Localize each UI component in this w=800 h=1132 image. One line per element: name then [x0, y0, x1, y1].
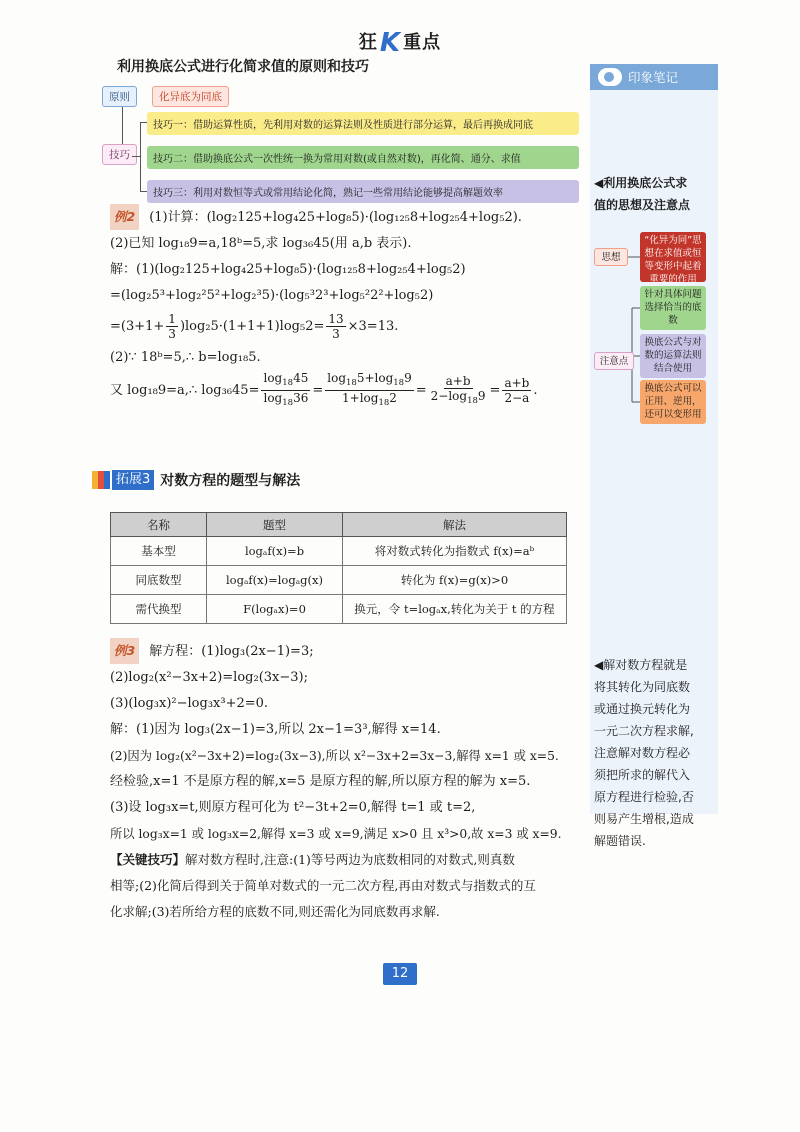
- example-3-line: (2)log₂(x²−3x+2)=log₂(3x−3);: [110, 670, 308, 685]
- mind-node-a: “化异为同”思想在求值或恒等变形中起着重要的作用: [640, 232, 706, 282]
- frac-thirteen-thirds: $\frac{13}{3}$: [328, 312, 344, 341]
- section-title: 利用换底公式进行化简求值的原则和技巧: [117, 59, 369, 75]
- sidebar-head-text: 印象笔记: [628, 70, 679, 85]
- tip-3: 技巧三：利用对数恒等式或常用结论化简，熟记一些常用结论能够提高解题效率: [147, 180, 579, 203]
- elephant-icon: [598, 68, 622, 86]
- table-row: [111, 537, 567, 566]
- table-row: [111, 566, 567, 595]
- mind-node-c: 换底公式与对数的运算法则结合使用: [640, 334, 706, 378]
- main-column: [92, 56, 592, 411]
- table-header: 题型: [207, 513, 343, 537]
- frac-ab-1: $\frac{a+b}{2-\log_{18}9}$: [430, 373, 486, 406]
- s5-part-b: =: [489, 383, 501, 398]
- frac-log-sum: $\frac{\log_{18}5+\log_{18}9}{1+\log_{18}2}$: [327, 371, 412, 408]
- sidebar-note: [590, 654, 718, 852]
- diagram-bracket: [140, 122, 147, 192]
- key-line: 相等;(2)化简后得到关于简单对数式的一元二次方程,再由对数式与指数式的互: [110, 878, 536, 893]
- table-cell: 转化为 f(x)=g(x)>0: [343, 566, 567, 595]
- example-3-line: (2)因为 log₂(x²−3x+2)=log₂(3x−3),所以 x²−3x+2=3x−3,解得 x=1 或 x=5.: [110, 749, 559, 763]
- book-icon: [92, 471, 110, 489]
- key-label: 【关键技巧】: [110, 852, 186, 867]
- example-3-line: (3)(log₃x)²−log₃x³+2=0.: [110, 696, 269, 711]
- example-3-line: [110, 638, 590, 665]
- header-suffix: 重点: [403, 32, 442, 53]
- principle-tag: 原则: [102, 86, 137, 107]
- sidebar-note-line: 一元二次方程求解,: [594, 724, 694, 738]
- diagram-connector: [132, 156, 140, 157]
- sidebar-note-line: 原方程进行检验,否: [594, 790, 694, 804]
- sidebar-header: [590, 64, 718, 90]
- tips-diagram: [102, 86, 592, 204]
- extension-heading: [92, 470, 300, 490]
- extension-label: 拓展3: [112, 470, 154, 490]
- page-header: [0, 28, 800, 58]
- table-cell: logₐf(x)=logₐg(x): [207, 566, 343, 595]
- tip-2: 技巧二：借助换底公式一次性统一换为常用对数(或自然对数)，再化简、通分、求值: [147, 146, 579, 169]
- example-2-s4: (2)∵ 18ᵇ=5,∴ b=log₁₈5.: [110, 350, 261, 365]
- frac-log-ratio: $\frac{\log_{18}45}{\log_{18}36}$: [263, 371, 309, 408]
- example-3-tag: 例3: [110, 638, 139, 664]
- example-2-q1: [110, 204, 592, 231]
- sidebar-title-line: 值的思想及注意点: [594, 198, 691, 212]
- sidebar-note-line: 解题错误.: [594, 834, 646, 848]
- example-2-s1: 解：(1)(log₂125+log₄25+log₈5)·(log₁₂₅8+log₂₅4+log₅2): [110, 262, 466, 277]
- example-3-line: 所以 log₃x=1 或 log₃x=2,解得 x=3 或 x=9,满足 x>0 且 x³>0,故 x=3 或 x=9.: [110, 827, 562, 841]
- table-cell: 将对数式转化为指数式 f(x)=aᵇ: [343, 537, 567, 566]
- principle-text: 化异底为同底: [152, 86, 229, 107]
- extension-title: 对数方程的题型与解法: [160, 473, 301, 489]
- s5-part-a: 又 log₁₈9=a,∴ log₃₆45=: [110, 383, 260, 398]
- table-header: 名称: [111, 513, 207, 537]
- s3-part-b: )log₂5·(1+1+1)log₅2=: [179, 319, 325, 334]
- sidebar-note-line: 将其转化为同底数: [594, 680, 691, 694]
- table-header: 解法: [343, 513, 567, 537]
- header-k-logo: K: [379, 28, 402, 58]
- sidebar-title: [590, 172, 718, 216]
- example-3-q1: 解方程：(1)log₃(2x−1)=3;: [149, 644, 314, 659]
- mindmap-lines: [628, 232, 640, 432]
- example-3-line: 经检验,x=1 不是原方程的解,x=5 是原方程的解,所以原方程的解为 x=5.: [110, 774, 531, 789]
- example-2-tag: 例2: [110, 204, 139, 230]
- frac-ab-2: $\frac{a+b}{2-a}$: [504, 376, 530, 405]
- example-3-line: (3)设 log₃x=t,则原方程可化为 t²−3t+2=0,解得 t=1 或 t=2,: [110, 800, 476, 815]
- table-cell: 基本型: [111, 537, 207, 566]
- sidebar-title-line: ◀利用换底公式求: [594, 176, 688, 190]
- example-2-s5: 又 log₁₈9=a,∴ log₃₆45= $\frac{\log_{18}45}{\log_{18}36}$ = $\frac{\log_{18}5+\log_{18}9}{1+\log_{18}2}$ = $\frac{a+b}{2-\log_{18}9}$ = $\frac{a+b}{2-a}$ .: [110, 371, 538, 408]
- log-equation-table: [110, 512, 567, 624]
- key-line: 化求解;(3)若所给方程的底数不同,则还需化为同底数再求解.: [110, 904, 440, 919]
- page-number: 12: [383, 963, 417, 985]
- table-row: [111, 595, 567, 624]
- example-2: [110, 204, 592, 411]
- example-3: [110, 638, 590, 925]
- key-technique: [110, 847, 590, 925]
- mind-node-b: 针对具体问题选择恰当的底数: [640, 286, 706, 330]
- s3-part-a: =(3+1+: [110, 319, 165, 334]
- sidebar-note-line: 或通过换元转化为: [594, 702, 691, 716]
- mind-node-d: 换底公式可以正用、逆用，还可以变形用: [640, 380, 706, 424]
- frac-one-third: $\frac{1}{3}$: [168, 312, 176, 341]
- example-2-s3: [110, 309, 592, 345]
- table-cell: 换元，令 t=logₐx,转化为关于 t 的方程: [343, 595, 567, 624]
- table-cell: logₐf(x)=b: [207, 537, 343, 566]
- example-2-s2: =(log₂5³+log₂²5²+log₂³5)·(log₅³2³+log₅²2²+log₅2): [110, 288, 434, 303]
- sidebar-notes: [590, 64, 718, 848]
- sidebar-note-line: 则易产生增根,造成: [594, 812, 694, 826]
- header-title: [358, 28, 442, 58]
- table-cell: F(logₐx)=0: [207, 595, 343, 624]
- s3-part-c: ×3=13.: [347, 319, 399, 334]
- tips-tag: 技巧: [102, 144, 137, 165]
- key-text: 解对数方程时,注意:(1)等号两边为底数相同的对数式,则真数: [185, 852, 515, 867]
- sidebar-note-line: 注意解对数方程必: [594, 746, 691, 760]
- example-2-q1-text: (1)计算：(log₂125+log₄25+log₈5)·(log₁₂₅8+log₂₅4+log₅2).: [149, 210, 522, 225]
- sidebar-note-line: ◀解对数方程就是: [594, 658, 688, 672]
- header-prefix: 狂: [358, 32, 378, 53]
- table-cell: 需代换型: [111, 595, 207, 624]
- example-3-line: 解：(1)因为 log₃(2x−1)=3,所以 2x−1=3³,解得 x=14.: [110, 722, 441, 737]
- sidebar-mindmap: [590, 232, 720, 432]
- mind-node-attention: 注意点: [594, 352, 634, 370]
- sidebar-note-line: 须把所求的解代入: [594, 768, 691, 782]
- table-cell: 同底数型: [111, 566, 207, 595]
- example-2-q2: (2)已知 log₁₈9=a,18ᵇ=5,求 log₃₆45(用 a,b 表示).: [110, 236, 412, 251]
- mind-node-thought: 思想: [594, 248, 628, 266]
- tip-1: 技巧一：借助运算性质，先利用对数的运算法则及性质进行部分运算，最后再换成同底: [147, 112, 579, 135]
- table-header-row: [111, 513, 567, 537]
- key-line: [110, 847, 590, 873]
